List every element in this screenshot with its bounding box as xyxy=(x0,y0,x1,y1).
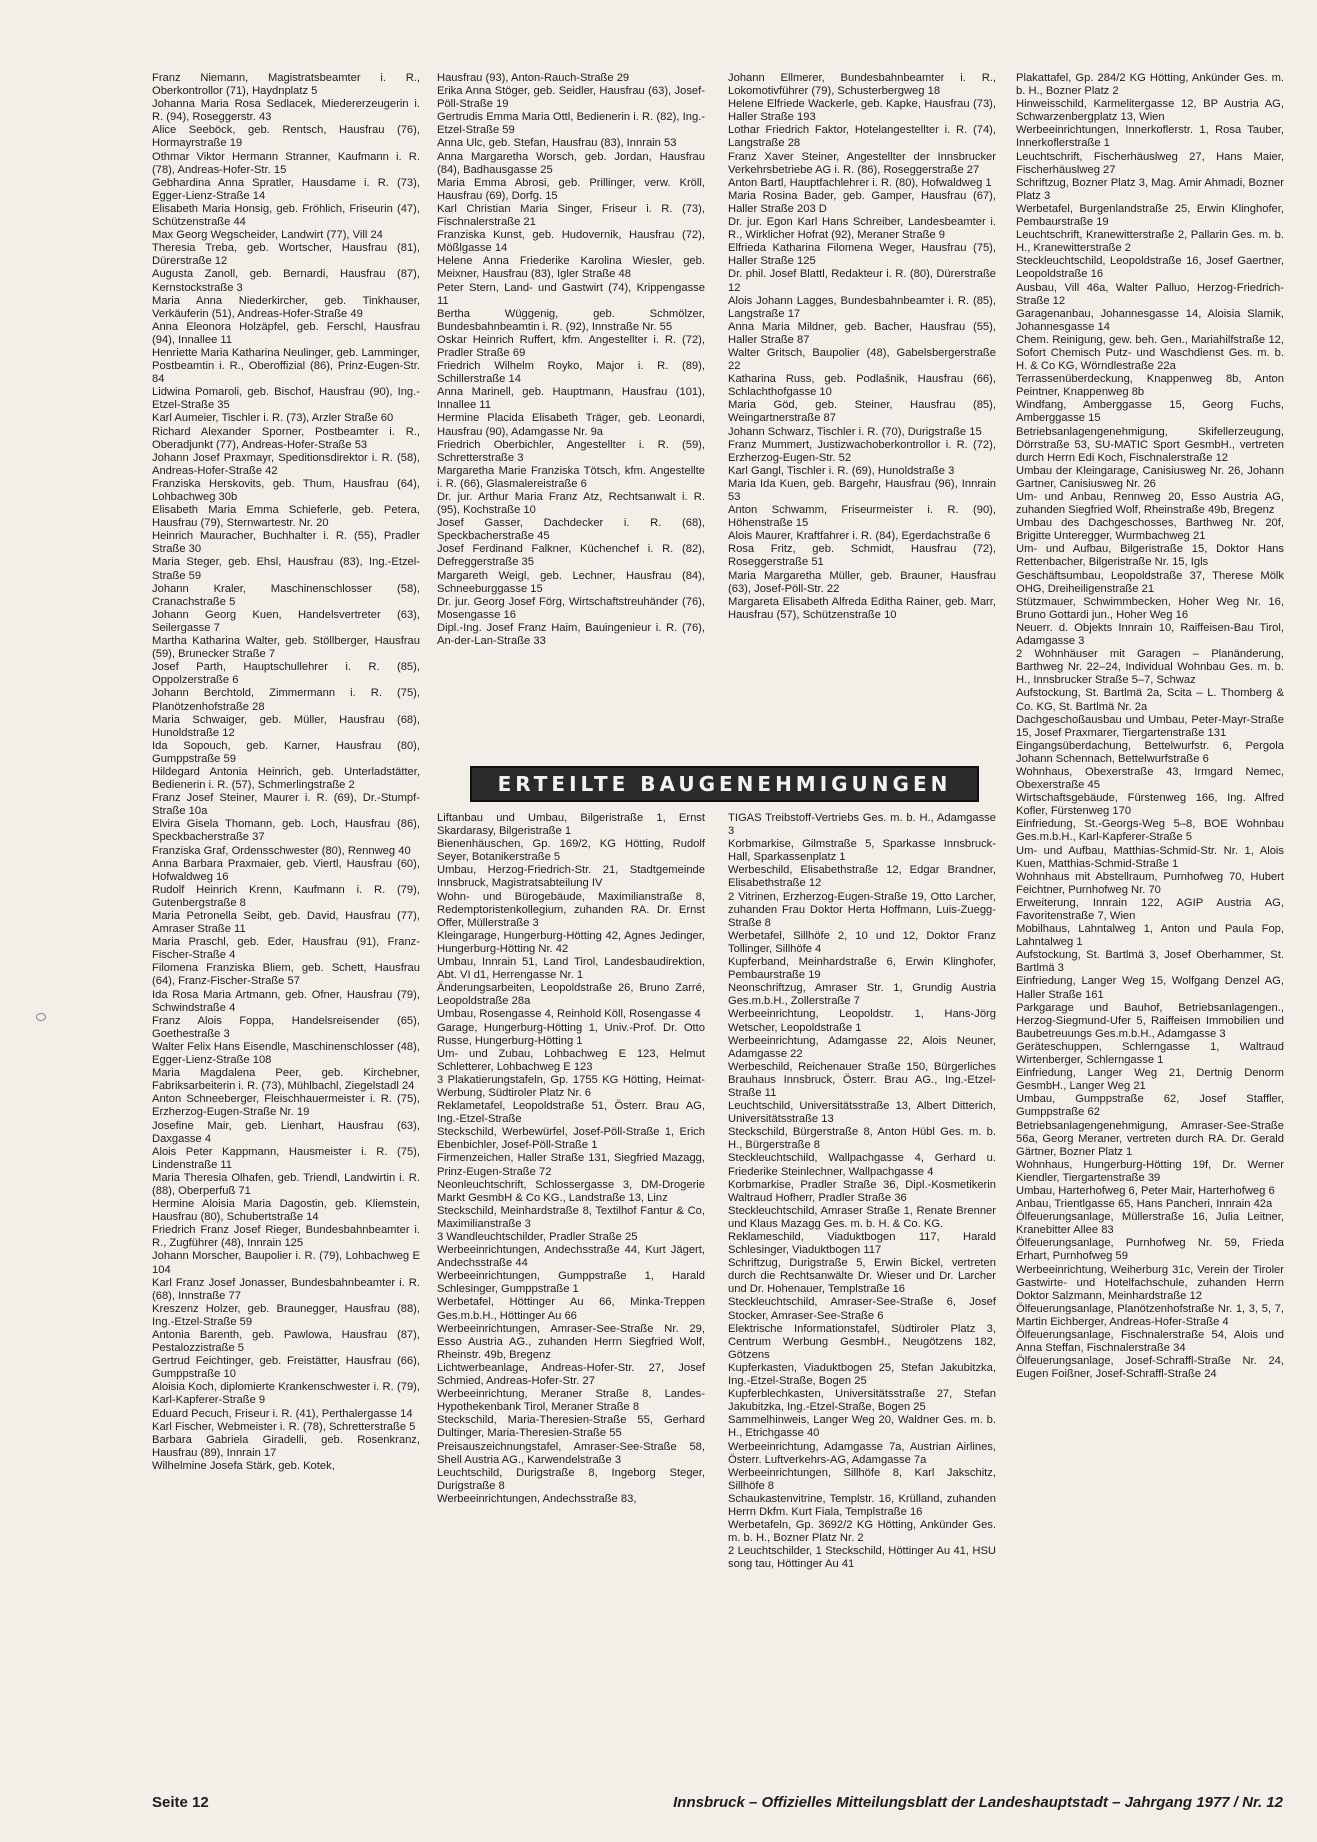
entry: Anton Bartl, Hauptfachlehrer i. R. (80), Hofwaldweg 1 xyxy=(728,176,992,189)
entry: Parkgarage und Bauhof, Betriebsanlagengen., Herzog-Siegmund-Ufer 5, Raiffeisen Immobilien und Baubetreuungs Ges.m.b.H., Adamgasse 3 xyxy=(1016,1001,1284,1040)
entry: Anna Margaretha Worsch, geb. Jordan, Hausfrau (84), Badhausgasse 25 xyxy=(437,150,705,176)
entry: Franz Mummert, Justizwachoberkontrollor i. R. (72), Erzherzog-Eugen-Str. 52 xyxy=(728,438,996,464)
entry: Erweiterung, Innrain 122, AGIP Austria AG, Favoritenstraße 7, Wien xyxy=(1016,896,1284,922)
entry: Lothar Friedrich Faktor, Hotelangestellter i. R. (74), Langstraße 28 xyxy=(728,124,996,150)
entry: Alois Maurer, Kraftfahrer i. R. (84), Egerdachstraße 6 xyxy=(728,530,991,543)
entry: Steckleuchtschild, Amraser-See-Straße 6, Josef Stocker, Amraser-See-Straße 6 xyxy=(728,1296,996,1322)
entry: Henriette Maria Katharina Neulinger, geb. Lamminger, Postbeamtin i. R., Oberoffizial (86), Prinz-Eugen-Str. 84 xyxy=(152,346,420,386)
entry: Einfriedung, Langer Weg 15, Wolfgang Denzel AG, Haller Straße 161 xyxy=(1016,975,1284,1001)
entry: Karl Christian Maria Singer, Friseur i. R. (73), Fischnalerstraße 21 xyxy=(437,202,705,229)
entry: Werbetafel, Burgenlandstraße 25, Erwin Klinghofer, Pembaurstraße 19 xyxy=(1016,202,1284,229)
entry: Werbeeinrichtung, Adamgasse 22, Alois Neuner, Adamgasse 22 xyxy=(728,1034,996,1060)
building-permits-column-2 xyxy=(437,812,705,1506)
entry: Oskar Heinrich Ruffert, kfm. Angestellter i. R. (72), Pradler Straße 69 xyxy=(437,333,705,359)
entry: Wohnhaus mit Abstellraum, Purnhofweg 70, Hubert Feichtner, Purnhofweg Nr. 70 xyxy=(1016,870,1284,896)
entry: Franziska Herskovits, geb. Thum, Hausfrau (64), Lohbachweg 30b xyxy=(152,477,420,503)
entry: Um- und Zubau, Lohbachweg E 123, Helmut Schletterer, Lohbachweg E 123 xyxy=(437,1047,705,1073)
entry: Johann Morscher, Baupolier i. R. (79), Lohbachweg E 104 xyxy=(152,1250,420,1276)
entry: Margaretha Marie Franziska Tötsch, kfm. Angestellte i. R. (66), Glasmalereistraße 6 xyxy=(437,464,705,490)
entry: Steckschild, Werbewürfel, Josef-Pöll-Straße 1, Erich Ebenbichler, Josef-Pöll-Straße 1 xyxy=(437,1126,705,1152)
entry: Elektrische Informationstafel, Südtiroler Platz 3, Centrum Werbung GesmbH., Neugötzens 182, Götzens xyxy=(728,1322,996,1361)
entry: Karl Franz Josef Jonasser, Bundesbahnbeamter i. R. (68), Innstraße 77 xyxy=(152,1276,420,1302)
entry: Werbeeinrichtung, Weiherburg 31c, Verein der Tiroler Gastwirte- und Hotelfachschule, zuhanden Herrn Doktor Salzmann, Meinhardstraße 12 xyxy=(1016,1263,1284,1302)
entry: Maria Anna Niederkircher, geb. Tinkhauser, Verkäuferin (51), Andreas-Hofer-Straße 49 xyxy=(152,294,420,320)
entry: Steckleuchtschild, Leopoldstraße 16, Josef Gaertner, Leopoldstraße 16 xyxy=(1016,255,1284,281)
entry: Aufstockung, St. Bartlmä 2a, Scita – L. Thomberg & Co. KG, St. Bartlmä Nr. 2a xyxy=(1016,687,1284,713)
entry: Elisabeth Maria Honsig, geb. Fröhlich, Friseurin (47), Schützenstraße 44 xyxy=(152,202,420,229)
entry: Margareth Weigl, geb. Lechner, Hausfrau (84), Schneeburggasse 15 xyxy=(437,569,705,595)
entry: Korbmarkise, Gilmstraße 5, Sparkasse Innsbruck-Hall, Sparkassenplatz 1 xyxy=(728,838,996,864)
entry: 2 Wohnhäuser mit Garagen – Planänderung, Barthweg Nr. 22–24, Individual Wohnbau Ges. m. b. H., Innsbrucker Straße 5–7, Schwaz xyxy=(1016,648,1284,687)
entry: Maria Petronella Seibt, geb. David, Hausfrau (77), Amraser Straße 11 xyxy=(152,910,420,936)
entry: Änderungsarbeiten, Leopoldstraße 26, Bruno Zarré, Leopoldstraße 28a xyxy=(437,982,705,1008)
entry: Maria Magdalena Peer, geb. Kirchebner, Fabriksarbeiterin i. R. (73), Mühlbachl, Ziegelstadl 24 xyxy=(152,1067,420,1093)
entry: Johann Schwarz, Tischler i. R. (70), Durigstraße 15 xyxy=(728,425,982,438)
entry: Hausfrau (93), Anton-Rauch-Straße 29 xyxy=(437,72,630,84)
entry: Peter Stern, Land- und Gastwirt (74), Krippengasse 11 xyxy=(437,281,705,307)
entry: Werbeeinrichtungen, Amraser-See-Straße Nr. 29, Esso Austria AG., zuhanden Herrn Siegfried Wolf, Rheinstr. 49b, Bregenz xyxy=(437,1322,705,1361)
entry: Schriftzug, Bozner Platz 3, Mag. Amir Ahmadi, Bozner Platz 3 xyxy=(1016,176,1284,202)
entry: Anna Barbara Praxmaier, geb. Viertl, Hausfrau (60), Hofwaldweg 16 xyxy=(152,857,420,883)
section-banner xyxy=(470,766,979,802)
entry: Anton Schwamm, Friseurmeister i. R. (90), Höhenstraße 15 xyxy=(728,504,996,530)
entry: Johann Berchtold, Zimmermann i. R. (75), Planötzenhofstraße 28 xyxy=(152,687,420,713)
entry: Wohn- und Bürogebäude, Maximilianstraße 8, Redemptoristenkollegium, zuhanden RA. Dr. Ernst Offer, Müllerstraße 3 xyxy=(437,890,705,929)
entry: Theresia Treba, geb. Wortscher, Hausfrau (81), Dürerstraße 12 xyxy=(152,242,420,268)
entry: 3 Wandleuchtschilder, Pradler Straße 25 xyxy=(437,1231,638,1243)
entry: Maria Steger, geb. Ehsl, Hausfrau (83), Ing.-Etzel-Straße 59 xyxy=(152,556,420,582)
entry: Kupferblechkasten, Universitätsstraße 27, Stefan Jakubitzka, Ing.-Etzel-Straße, Bogen 25 xyxy=(728,1388,996,1414)
entry: Bienenhäuschen, Gp. 169/2, KG Hötting, Rudolf Seyer, Botanikerstraße 5 xyxy=(437,838,705,864)
entry: Dipl.-Ing. Josef Franz Haim, Bauingenieur i. R. (76), An-der-Lan-Straße 33 xyxy=(437,621,705,648)
entry: Karl Fischer, Webmeister i. R. (78), Schretterstraße 5 xyxy=(152,1420,416,1433)
entry: Hermine Placida Elisabeth Träger, geb. Leonardi, Hausfrau (90), Adamgasse Nr. 9a xyxy=(437,412,705,438)
entry: Werbetafel, Sillhöfe 2, 10 und 12, Doktor Franz Tollinger, Sillhöfe 4 xyxy=(728,929,996,955)
entry: Aloisia Koch, diplomierte Krankenschwester i. R. (79), Karl-Kapferer-Straße 9 xyxy=(152,1381,420,1407)
entry: Werbeeinrichtungen, Innerkoflerstr. 1, Rosa Tauber, Innerkoflerstraße 1 xyxy=(1016,124,1284,150)
entry: Anna Maria Mildner, geb. Bacher, Hausfrau (55), Haller Straße 87 xyxy=(728,320,996,346)
entry: Johann Kraler, Maschinenschlosser (58), Cranachstraße 5 xyxy=(152,582,420,608)
entry: Umbau der Kleingarage, Canisiusweg Nr. 26, Johann Gartner, Canisiusweg Nr. 26 xyxy=(1016,464,1284,490)
entry: Josef Ferdinand Falkner, Küchenchef i. R. (82), Defreggerstraße 35 xyxy=(437,543,705,569)
entry: Dr. phil. Josef Blattl, Redakteur i. R. (80), Dürerstraße 12 xyxy=(728,268,996,294)
entry: Werbeeinrichtungen, Andechsstraße 44, Kurt Jägert, Andechsstraße 44 xyxy=(437,1244,705,1270)
entry: Gebhardina Anna Spratler, Hausdame i. R. (73), Egger-Lienz-Straße 14 xyxy=(152,176,420,202)
entry: Steckschild, Meinhardstraße 8, Textilhof Fantur & Co, Maximilianstraße 3 xyxy=(437,1204,705,1230)
entry: Alois Peter Kappmann, Hausmeister i. R. (75), Lindenstraße 11 xyxy=(152,1145,420,1171)
entry: Umbau, Rosengasse 4, Reinhold Köll, Rosengasse 4 xyxy=(437,1008,701,1021)
building-permits-column-3 xyxy=(728,812,996,1571)
entry: Maria Emma Abrosi, geb. Prillinger, verw. Kröll, Hausfrau (69), Dorfg. 15 xyxy=(437,176,705,202)
entry: Korbmarkise, Pradler Straße 36, Dipl.-Kosmetikerin Waltraud Hofherr, Pradler Straße 36 xyxy=(728,1178,996,1204)
entry: Johanna Maria Rosa Sedlacek, Miedererzeugerin i. R. (94), Roseggerstr. 43 xyxy=(152,98,420,124)
entry: Elisabeth Maria Emma Schieferle, geb. Petera, Hausfrau (79), Sternwartestr. Nr. 20 xyxy=(152,504,420,530)
death-notices-column-2 xyxy=(437,72,705,648)
entry: Antonia Barenth, geb. Pawlowa, Hausfrau (87), Pestalozzistraße 5 xyxy=(152,1329,420,1355)
entry: Steckleuchtschild, Wallpachgasse 4, Gerhard u. Friederike Steinlechner, Wallpachgasse 4 xyxy=(728,1152,996,1178)
entry: Umbau, Gumppstraße 62, Josef Staffler, Gumppstraße 62 xyxy=(1016,1093,1284,1119)
entry: Dr. jur. Arthur Maria Franz Atz, Rechtsanwalt i. R. (95), Kochstraße 10 xyxy=(437,491,705,517)
entry: Johann Georg Kuen, Handelsvertreter (63), Seilergasse 7 xyxy=(152,608,420,634)
entry: Elfrieda Katharina Filomena Weger, Hausfrau (75), Haller Straße 125 xyxy=(728,242,996,268)
entry: Kupferkasten, Viaduktbogen 25, Stefan Jakubitzka, Ing.-Etzel-Straße, Bogen 25 xyxy=(728,1361,996,1388)
entry: Leuchtschrift, Kranewitterstraße 2, Pallarin Ges. m. b. H., Kranewitterstraße 2 xyxy=(1016,229,1284,255)
entry: Lichtwerbeanlage, Andreas-Hofer-Str. 27, Josef Schmied, Andreas-Hofer-Str. 27 xyxy=(437,1361,705,1388)
entry: Hildegard Antonia Heinrich, geb. Unterladstätter, Bedienerin i. R. (57), Schmerlingstraße 2 xyxy=(152,765,420,792)
page-number: Seite 12 xyxy=(152,1794,209,1811)
entry: Mobilhaus, Lahntalweg 1, Anton und Paula Fop, Lahntalweg 1 xyxy=(1016,923,1284,949)
entry: Reklametafel, Leopoldstraße 51, Österr. Brau AG, Ing.-Etzel-Straße xyxy=(437,1100,705,1126)
entry: Franziska Kunst, geb. Hudovernik, Hausfrau (72), Mößlgasse 14 xyxy=(437,229,705,255)
entry: Wilhelmine Josefa Stärk, geb. Kotek, xyxy=(152,1459,335,1472)
entry: Werbeeinrichtung, Adamgasse 7a, Austrian Airlines, Österr. Luftverkehrs-AG, Adamgasse 7a xyxy=(728,1440,996,1466)
entry: Werbeeinrichtung, Meraner Straße 8, Landes-Hypothekenbank Tirol, Meraner Straße 8 xyxy=(437,1388,705,1414)
entry: Schriftzug, Durigstraße 5, Erwin Bickel, vertreten durch die Rechtsanwälte Dr. Wieser und Dr. Larcher und Dr. Hohenauer, Templstraße 16 xyxy=(728,1257,996,1296)
entry: Werbetafel, Höttinger Au 66, Minka-Treppen Ges.m.b.H., Höttinger Au 66 xyxy=(437,1296,705,1322)
entry: Franz Josef Steiner, Maurer i. R. (69), Dr.-Stumpf-Straße 10a xyxy=(152,792,420,818)
entry: Werbetafeln, Gp. 3692/2 KG Hötting, Ankünder Ges. m. b. H., Bozner Platz Nr. 2 xyxy=(728,1519,996,1545)
entry: Reklameschild, Viaduktbogen 117, Harald Schlesinger, Viaduktbogen 117 xyxy=(728,1231,996,1257)
entry: Schaukastenvitrine, Templstr. 16, Krülland, zuhanden Herrn Dkfm. Kurt Fiala, Templstraße 16 xyxy=(728,1492,996,1518)
entry: Betriebsanlagengenehmigung, Amraser-See-Straße 56a, Georg Meraner, vertreten durch RA. Dr. Gerald Gärtner, Bozner Platz 1 xyxy=(1016,1119,1284,1158)
entry: Heinrich Mauracher, Buchhalter i. R. (55), Pradler Straße 30 xyxy=(152,530,420,556)
entry: Karl Gangl, Tischler i. R. (69), Hunoldstraße 3 xyxy=(728,464,955,477)
entry: Geräteschuppen, Schlerngasse 1, Waltraud Wirtenberger, Schlerngasse 1 xyxy=(1016,1040,1284,1067)
entry: Bertha Wüggenig, geb. Schmölzer, Bundesbahnbeamtin i. R. (92), Innstraße Nr. 55 xyxy=(437,307,705,333)
entry: Margareta Elisabeth Alfreda Editha Rainer, geb. Marr, Hausfrau (57), Schützenstraße 10 xyxy=(728,595,996,621)
entry: Maria Ida Kuen, geb. Bargehr, Hausfrau (96), Innrain 53 xyxy=(728,477,996,503)
entry: Umbau des Dachgeschosses, Barthweg Nr. 20f, Brigitte Unteregger, Wurmbachweg 21 xyxy=(1016,517,1284,543)
entry: Hinweisschild, Karmelitergasse 12, BP Austria AG, Schwarzenbergplatz 13, Wien xyxy=(1016,98,1284,124)
entry: Einfriedung, St.-Georgs-Weg 5–8, BOE Wohnbau Ges.m.b.H., Karl-Kapferer-Straße 5 xyxy=(1016,818,1284,844)
entry: Franz Xaver Steiner, Angestellter der Innsbrucker Verkehrsbetriebe AG i. R. (86), Roseggerstraße 27 xyxy=(728,150,996,176)
entry: Rudolf Heinrich Krenn, Kaufmann i. R. (79), Gutenbergstraße 8 xyxy=(152,883,420,909)
entry: Friedrich Oberbichler, Angestellter i. R. (59), Schretterstraße 3 xyxy=(437,438,705,464)
entry: Einfriedung, Langer Weg 21, Dertnig Denorm GesmbH., Langer Weg 21 xyxy=(1016,1067,1284,1093)
entry: Werbeschild, Elisabethstraße 12, Edgar Brandner, Elisabethstraße 12 xyxy=(728,864,996,890)
entry: Filomena Franziska Bliem, geb. Schett, Hausfrau (64), Franz-Fischer-Straße 57 xyxy=(152,962,420,988)
entry: Gertrudis Emma Maria Ottl, Bedienerin i. R. (82), Ing.-Etzel-Straße 59 xyxy=(437,111,705,137)
entry: Ölfeuerungsanlage, Josef-Schraffl-Straße Nr. 24, Eugen Foißner, Josef-Schraffl-Straße 24 xyxy=(1016,1355,1284,1381)
entry: Firmenzeichen, Haller Straße 131, Siegfried Mazagg, Prinz-Eugen-Straße 72 xyxy=(437,1152,705,1178)
entry: Barbara Gabriela Giradelli, geb. Rosenkranz, Hausfrau (89), Innrain 17 xyxy=(152,1433,420,1459)
entry: Max Georg Wegscheider, Landwirt (77), Vill 24 xyxy=(152,229,383,242)
entry: Kleingarage, Hungerburg-Hötting 42, Agnes Jedinger, Hungerburg-Hötting Nr. 42 xyxy=(437,929,705,955)
entry: Katharina Russ, geb. Podlašnik, Hausfrau (66), Schlachthofgasse 10 xyxy=(728,373,996,399)
entry: Kupferband, Meinhardstraße 6, Erwin Klinghofer, Pembaurstraße 19 xyxy=(728,956,996,982)
entry: Gertrud Feichtinger, geb. Freistätter, Hausfrau (66), Gumppstraße 10 xyxy=(152,1355,420,1381)
entry: Stützmauer, Schwimmbecken, Hoher Weg Nr. 16, Bruno Gottardi jun., Hoher Weg 16 xyxy=(1016,595,1284,621)
entry: Josef Parth, Hauptschullehrer i. R. (85), Oppolzerstraße 6 xyxy=(152,661,420,687)
entry: Wirtschaftsgebäude, Fürstenweg 166, Ing. Alfred Kofler, Fürstenweg 170 xyxy=(1016,792,1284,818)
entry: Ölfeuerungsanlage, Müllerstraße 16, Julia Leitner, Kranebitter Allee 83 xyxy=(1016,1211,1284,1237)
entry: Wohnhaus, Hungerburg-Hötting 19f, Dr. Werner Kiendler, Tiergartenstraße 39 xyxy=(1016,1158,1284,1184)
entry: Elvira Gisela Thomann, geb. Loch, Hausfrau (86), Speckbacherstraße 37 xyxy=(152,818,420,844)
entry: Chem. Reinigung, gew. beh. Gen., Mariahilfstraße 12, Sofort Chemisch Putz- und Waschdienst Ges. m. b. H. & Co KG, Wörndlestraße 22a xyxy=(1016,333,1284,373)
entry: 2 Vitrinen, Erzherzog-Eugen-Straße 19, Otto Larcher, zuhanden Frau Doktor Herta Hoffmann, Luis-Zuegg-Straße 8 xyxy=(728,890,996,929)
entry: Umbau, Herzog-Friedrich-Str. 21, Stadtgemeinde Innsbruck, Magistratsabteilung IV xyxy=(437,864,705,890)
entry: Betriebsanlagengenehmigung, Skifellerzeugung, Dörrstraße 53, SU-MATIC Sport GesmbH., vertreten durch Herrn Edi Koch, Fischnalerstraße 12 xyxy=(1016,425,1284,464)
entry: Dr. jur. Egon Karl Hans Schreiber, Landesbeamter i. R., Wirklicher Hofrat (92), Meraner Straße 9 xyxy=(728,216,996,242)
entry: Ölfeuerungsanlage, Fischnalerstraße 54, Alois und Anna Steffan, Fischnalerstraße 34 xyxy=(1016,1329,1284,1355)
entry: Eduard Pecuch, Friseur i. R. (41), Perthalergasse 14 xyxy=(152,1407,413,1420)
entry: Steckleuchtschild, Amraser Straße 1, Renate Brenner und Klaus Mazagg Ges. m. b. H. & Co. KG. xyxy=(728,1204,996,1230)
entry: Plakattafel, Gp. 284/2 KG Hötting, Ankünder Ges. m. b. H., Bozner Platz 2 xyxy=(1016,72,1284,98)
entry: Josef Gasser, Dachdecker i. R. (68), Speckbacherstraße 45 xyxy=(437,517,705,543)
entry: Alice Seeböck, geb. Rentsch, Hausfrau (76), Hormayrstraße 19 xyxy=(152,124,420,150)
entry: Maria Praschl, geb. Eder, Hausfrau (91), Franz-Fischer-Straße 4 xyxy=(152,936,420,962)
entry: Ölfeuerungsanlage, Planötzenhofstraße Nr. 1, 3, 5, 7, Martin Eichberger, Andreas-Hofer-Straße 4 xyxy=(1016,1302,1284,1328)
entry: Neonleuchtschrift, Schlossergasse 3, DM-Drogerie Markt GesmbH & Co KG., Landstraße 13, Linz xyxy=(437,1178,705,1204)
entry: Anton Schneeberger, Fleischhauermeister i. R. (75), Erzherzog-Eugen-Straße Nr. 19 xyxy=(152,1093,420,1119)
publication-line: Innsbruck – Offizielles Mitteilungsblatt der Landeshauptstadt – Jahrgang 1977 / Nr. 12 xyxy=(673,1794,1283,1811)
entry: Franz Niemann, Magistratsbeamter i. R., Oberkontrollor (71), Haydnplatz 5 xyxy=(152,72,420,98)
entry: Preisauszeichnungstafel, Amraser-See-Straße 58, Shell Austria AG., Karwendelstraße 3 xyxy=(437,1440,705,1466)
entry: Alois Johann Lagges, Bundesbahnbeamter i. R. (85), Langstraße 17 xyxy=(728,294,996,320)
entry: Aufstockung, St. Bartlmä 3, Josef Oberhammer, St. Bartlmä 3 xyxy=(1016,949,1284,975)
entry: Windfang, Amberggasse 15, Georg Fuchs, Amberggasse 15 xyxy=(1016,399,1284,425)
entry: Steckschild, Maria-Theresien-Straße 55, Gerhard Dultinger, Maria-Theresien-Straße 55 xyxy=(437,1414,705,1440)
death-notices-column-1 xyxy=(152,72,420,1473)
entry: Helene Anna Friederike Karolina Wiesler, geb. Meixner, Hausfrau (83), Igler Straße 48 xyxy=(437,255,705,281)
entry: Friedrich Franz Josef Rieger, Bundesbahnbeamter i. R., Zugführer (48), Innrain 125 xyxy=(152,1224,420,1250)
entry: Werbeschild, Reichenauer Straße 150, Bürgerliches Brauhaus Innsbruck, Österr. Brau AG., Ing.-Etzel-Straße 11 xyxy=(728,1060,996,1099)
entry: Werbeeinrichtungen, Andechsstraße 83, xyxy=(437,1492,637,1505)
entry: Hermine Aloisia Maria Dagostin, geb. Kliemstein, Hausfrau (80), Schubertstraße 14 xyxy=(152,1198,420,1224)
entry: Johann Ellmerer, Bundesbahnbeamter i. R., Lokomotivführer (79), Schusterbergweg 18 xyxy=(728,72,996,98)
entry: Werbeeinrichtungen, Sillhöfe 8, Karl Jakschitz, Sillhöfe 8 xyxy=(728,1466,996,1492)
entry: Walter Gritsch, Baupolier (48), Gabelsbergerstraße 22 xyxy=(728,346,996,373)
entry: Helene Elfriede Wackerle, geb. Kapke, Hausfrau (73), Haller Straße 193 xyxy=(728,98,996,124)
entry: Um- und Aufbau, Matthias-Schmid-Str. Nr. 1, Alois Kuen, Matthias-Schmid-Straße 1 xyxy=(1016,844,1284,870)
entry: Ölfeuerungsanlage, Purnhofweg Nr. 59, Frieda Erhart, Purnhofweg 59 xyxy=(1016,1237,1284,1263)
entry: Walter Felix Hans Eisendle, Maschinenschlosser (48), Egger-Lienz-Straße 108 xyxy=(152,1040,420,1067)
entry: Ida Rosa Maria Artmann, geb. Ofner, Hausfrau (79), Schwindstraße 4 xyxy=(152,988,420,1014)
entry: Josefine Mair, geb. Lienhart, Hausfrau (63), Daxgasse 4 xyxy=(152,1119,420,1145)
entry: Werbeeinrichtung, Leopoldstr. 1, Hans-Jörg Wetscher, Leopoldstraße 1 xyxy=(728,1008,996,1034)
entry: Terrassenüberdeckung, Knappenweg 8b, Anton Peintner, Knappenweg 8b xyxy=(1016,373,1284,399)
death-notices-column-3 xyxy=(728,72,996,622)
entry: Liftanbau und Umbau, Bilgeristraße 1, Ernst Skardarasy, Bilgeristraße 1 xyxy=(437,812,705,838)
entry: Umbau, Harterhofweg 6, Peter Mair, Harterhofweg 6 xyxy=(1016,1184,1275,1197)
punch-hole-mark xyxy=(36,1013,46,1021)
entry: Neuerr. d. Objekts Innrain 10, Raiffeisen-Bau Tirol, Adamgasse 3 xyxy=(1016,621,1284,648)
entry: Othmar Viktor Hermann Stranner, Kaufmann i. R. (78), Andreas-Hofer-Str. 15 xyxy=(152,150,420,176)
entry: Rosa Fritz, geb. Schmidt, Hausfrau (72), Roseggerstraße 51 xyxy=(728,543,996,569)
entry: Eingangsüberdachung, Bettelwurfstr. 6, Pergola Johann Schennach, Bettelwurfstraße 6 xyxy=(1016,739,1284,765)
entry: Ausbau, Vill 46a, Walter Palluo, Herzog-Friedrich-Straße 12 xyxy=(1016,281,1284,307)
entry: Johann Josef Praxmayr, Speditionsdirektor i. R. (58), Andreas-Hofer-Straße 42 xyxy=(152,451,420,477)
entry: Leuchtschrift, Fischerhäuslweg 27, Hans Maier, Fischerhäuslweg 27 xyxy=(1016,150,1284,176)
entry: Garage, Hungerburg-Hötting 1, Univ.-Prof. Dr. Otto Russe, Hungerburg-Hötting 1 xyxy=(437,1021,705,1047)
entry: Anna Eleonora Holzäpfel, geb. Ferschl, Hausfrau (94), Innallee 11 xyxy=(152,320,420,346)
entry: Anbau, Trientlgasse 65, Hans Pancheri, Innrain 42a xyxy=(1016,1198,1273,1211)
entry: 3 Plakatierungstafeln, Gp. 1755 KG Hötting, Heimat-Werbung, Südtiroler Platz Nr. 6 xyxy=(437,1073,705,1099)
entry: Anna Marinell, geb. Hauptmann, Hausfrau (101), Innallee 11 xyxy=(437,386,705,412)
entry: Neonschriftzug, Amraser Str. 1, Grundig Austria Ges.m.b.H., Zollerstraße 7 xyxy=(728,982,996,1008)
entry: Richard Alexander Sporner, Postbeamter i. R., Oberadjunkt (77), Andreas-Hofer-Straße 53 xyxy=(152,425,420,451)
entry: Karl Aumeier, Tischler i. R. (73), Arzler Straße 60 xyxy=(152,412,394,425)
entry: Maria Margaretha Müller, geb. Brauner, Hausfrau (63), Josef-Pöll-Str. 22 xyxy=(728,569,996,595)
entry: Maria Rosina Bader, geb. Gamper, Hausfrau (67), Haller Straße 203 D xyxy=(728,189,996,215)
entry: Leuchtschild, Durigstraße 8, Ingeborg Steger, Durigstraße 8 xyxy=(437,1466,705,1492)
entry: Maria Göd, geb. Steiner, Hausfrau (85), Weingartnerstraße 87 xyxy=(728,399,996,425)
entry: Steckschild, Bürgerstraße 8, Anton Hübl Ges. m. b. H., Bürgerstraße 8 xyxy=(728,1126,996,1152)
entry: Maria Theresia Olhafen, geb. Triendl, Landwirtin i. R. (88), Oberperfuß 71 xyxy=(152,1171,420,1197)
entry: Augusta Zanoll, geb. Bernardi, Hausfrau (87), Kernstockstraße 3 xyxy=(152,268,420,294)
entry: Garagenanbau, Johannesgasse 14, Aloisia Slamik, Johannesgasse 14 xyxy=(1016,307,1284,333)
entry: TIGAS Treibstoff-Vertriebs Ges. m. b. H., Adamgasse 3 xyxy=(728,812,996,838)
section-banner-title: ERTEILTE BAUGENEHMIGUNGEN xyxy=(497,772,952,796)
entry: Leuchtschild, Universitätsstraße 13, Albert Ditterich, Universitätsstraße 13 xyxy=(728,1100,996,1126)
entry: Franz Alois Foppa, Handelsreisender (65), Goethestraße 3 xyxy=(152,1014,420,1040)
entry: Um- und Aufbau, Bilgeristraße 15, Doktor Hans Rettenbacher, Bilgeristraße Nr. 15, Igls xyxy=(1016,543,1284,569)
entry: Wohnhaus, Obexerstraße 43, Irmgard Nemec, Obexerstraße 45 xyxy=(1016,765,1284,792)
entry: Lidwina Pomaroli, geb. Bischof, Hausfrau (90), Ing.-Etzel-Straße 35 xyxy=(152,386,420,412)
entry: Maria Schwaiger, geb. Müller, Hausfrau (68), Hunoldstraße 12 xyxy=(152,713,420,739)
entry: Kreszenz Holzer, geb. Braunegger, Hausfrau (88), Ing.-Etzel-Straße 59 xyxy=(152,1302,420,1328)
entry: Franziska Graf, Ordensschwester (80), Rennweg 40 xyxy=(152,844,411,857)
building-permits-column-4 xyxy=(1016,72,1284,1381)
entry: Anna Ulc, geb. Stefan, Hausfrau (83), Innrain 53 xyxy=(437,137,677,150)
entry: Geschäftsumbau, Leopoldstraße 37, Therese Mölk OHG, Dreiheiligenstraße 21 xyxy=(1016,569,1284,595)
entry: Erika Anna Stöger, geb. Seidler, Hausfrau (63), Josef-Pöll-Straße 19 xyxy=(437,85,705,111)
entry: Martha Katharina Walter, geb. Stöllberger, Hausfrau (59), Brunecker Straße 7 xyxy=(152,635,420,661)
entry: Friedrich Wilhelm Royko, Major i. R. (89), Schillerstraße 14 xyxy=(437,360,705,386)
entry: Dachgeschoßausbau und Umbau, Peter-Mayr-Straße 15, Josef Praxmarer, Tiergartenstraße 131 xyxy=(1016,713,1284,739)
entry: Dr. jur. Georg Josef Förg, Wirtschaftstreuhänder (76), Mosengasse 16 xyxy=(437,595,705,621)
entry: Umbau, Innrain 51, Land Tirol, Landesbaudirektion, Abt. VI d1, Herrengasse Nr. 1 xyxy=(437,956,705,982)
entry: Ida Sopouch, geb. Karner, Hausfrau (80), Gumppstraße 59 xyxy=(152,739,420,765)
entry: Werbeeinrichtungen, Gumppstraße 1, Harald Schlesinger, Gumppstraße 1 xyxy=(437,1270,705,1296)
entry: 2 Leuchtschilder, 1 Steckschild, Höttinger Au 41, HSU song tau, Höttinger Au 41 xyxy=(728,1545,996,1571)
entry: Sammelhinweis, Langer Weg 20, Waldner Ges. m. b. H., Etrichgasse 40 xyxy=(728,1414,996,1440)
entry: Um- und Anbau, Rennweg 20, Esso Austria AG, zuhanden Siegfried Wolf, Rheinstraße 49b, Bregenz xyxy=(1016,491,1284,517)
